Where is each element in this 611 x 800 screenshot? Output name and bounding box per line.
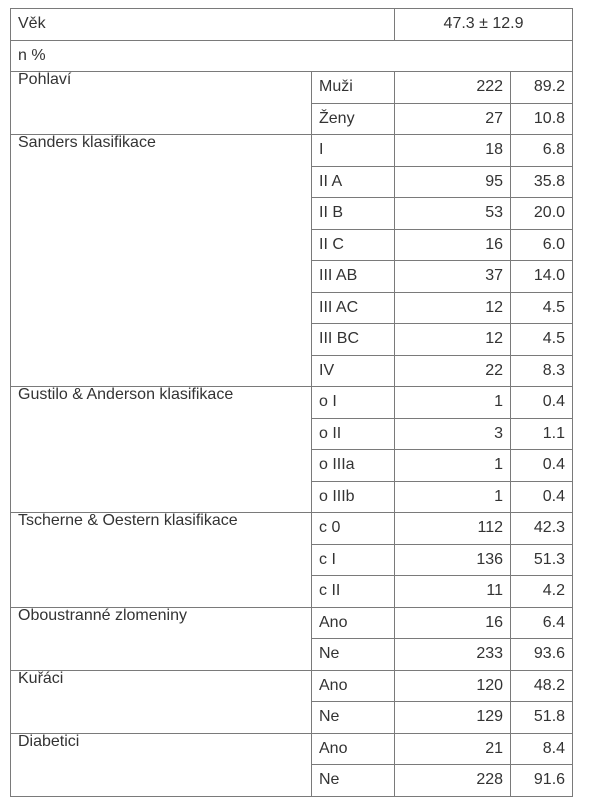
table-row [11, 387, 573, 419]
subcategory-label: c II [312, 576, 395, 608]
table-row [11, 135, 573, 167]
subcategory-label: I [312, 135, 395, 167]
percent-value: 93.6 [511, 639, 573, 671]
subcategory-label: Ženy [312, 103, 395, 135]
count-value: 12 [395, 324, 511, 356]
n-percent-row [11, 40, 573, 72]
subcategory-label: III AC [312, 292, 395, 324]
count-value: 1 [395, 387, 511, 419]
percent-value: 51.8 [511, 702, 573, 734]
percent-value: 6.0 [511, 229, 573, 261]
subcategory-label: o IIIb [312, 481, 395, 513]
count-value: 37 [395, 261, 511, 293]
count-value: 228 [395, 765, 511, 797]
subcategory-label: Ano [312, 607, 395, 639]
age-value: 47.3 ± 12.9 [395, 9, 573, 41]
subcategory-label: Ne [312, 639, 395, 671]
count-value: 1 [395, 450, 511, 482]
percent-value: 4.5 [511, 324, 573, 356]
age-row [11, 9, 573, 41]
percent-value: 8.4 [511, 733, 573, 765]
count-value: 53 [395, 198, 511, 230]
category-label: Diabetici [11, 733, 312, 796]
category-label: Gustilo & Anderson klasifikace [11, 387, 312, 513]
subcategory-label: Ne [312, 702, 395, 734]
count-value: 222 [395, 72, 511, 104]
table-row [11, 513, 573, 545]
table-row [11, 670, 573, 702]
count-value: 1 [395, 481, 511, 513]
count-value: 11 [395, 576, 511, 608]
table-row [11, 607, 573, 639]
category-label: Pohlaví [11, 72, 312, 135]
subcategory-label: o I [312, 387, 395, 419]
category-label: Tscherne & Oestern klasifikace [11, 513, 312, 608]
subcategory-label: III AB [312, 261, 395, 293]
count-value: 3 [395, 418, 511, 450]
count-value: 129 [395, 702, 511, 734]
percent-value: 1.1 [511, 418, 573, 450]
count-value: 12 [395, 292, 511, 324]
statistics-table-body [11, 9, 573, 797]
percent-value: 35.8 [511, 166, 573, 198]
percent-value: 10.8 [511, 103, 573, 135]
subcategory-label: o IIIa [312, 450, 395, 482]
percent-value: 14.0 [511, 261, 573, 293]
subcategory-label: Ne [312, 765, 395, 797]
subcategory-label: III BC [312, 324, 395, 356]
count-value: 18 [395, 135, 511, 167]
percent-value: 4.5 [511, 292, 573, 324]
percent-value: 6.4 [511, 607, 573, 639]
subcategory-label: II B [312, 198, 395, 230]
count-value: 233 [395, 639, 511, 671]
count-value: 21 [395, 733, 511, 765]
category-label: Sanders klasifikace [11, 135, 312, 387]
table-row [11, 72, 573, 104]
count-value: 27 [395, 103, 511, 135]
percent-value: 0.4 [511, 450, 573, 482]
subcategory-label: II C [312, 229, 395, 261]
percent-value: 89.2 [511, 72, 573, 104]
percent-value: 42.3 [511, 513, 573, 545]
percent-value: 51.3 [511, 544, 573, 576]
count-value: 16 [395, 229, 511, 261]
count-value: 136 [395, 544, 511, 576]
category-label: Kuřáci [11, 670, 312, 733]
subcategory-label: o II [312, 418, 395, 450]
age-label: Věk [11, 9, 395, 41]
subcategory-label: Ano [312, 733, 395, 765]
count-value: 16 [395, 607, 511, 639]
n-percent-label: n % [11, 40, 573, 72]
percent-value: 4.2 [511, 576, 573, 608]
count-value: 22 [395, 355, 511, 387]
subcategory-label: II A [312, 166, 395, 198]
subcategory-label: c 0 [312, 513, 395, 545]
count-value: 95 [395, 166, 511, 198]
count-value: 112 [395, 513, 511, 545]
category-label: Oboustranné zlomeniny [11, 607, 312, 670]
subcategory-label: Muži [312, 72, 395, 104]
subcategory-label: IV [312, 355, 395, 387]
percent-value: 6.8 [511, 135, 573, 167]
percent-value: 91.6 [511, 765, 573, 797]
subcategory-label: Ano [312, 670, 395, 702]
count-value: 120 [395, 670, 511, 702]
percent-value: 0.4 [511, 387, 573, 419]
percent-value: 20.0 [511, 198, 573, 230]
subcategory-label: c I [312, 544, 395, 576]
percent-value: 48.2 [511, 670, 573, 702]
percent-value: 0.4 [511, 481, 573, 513]
percent-value: 8.3 [511, 355, 573, 387]
statistics-table [10, 8, 573, 797]
table-row [11, 733, 573, 765]
